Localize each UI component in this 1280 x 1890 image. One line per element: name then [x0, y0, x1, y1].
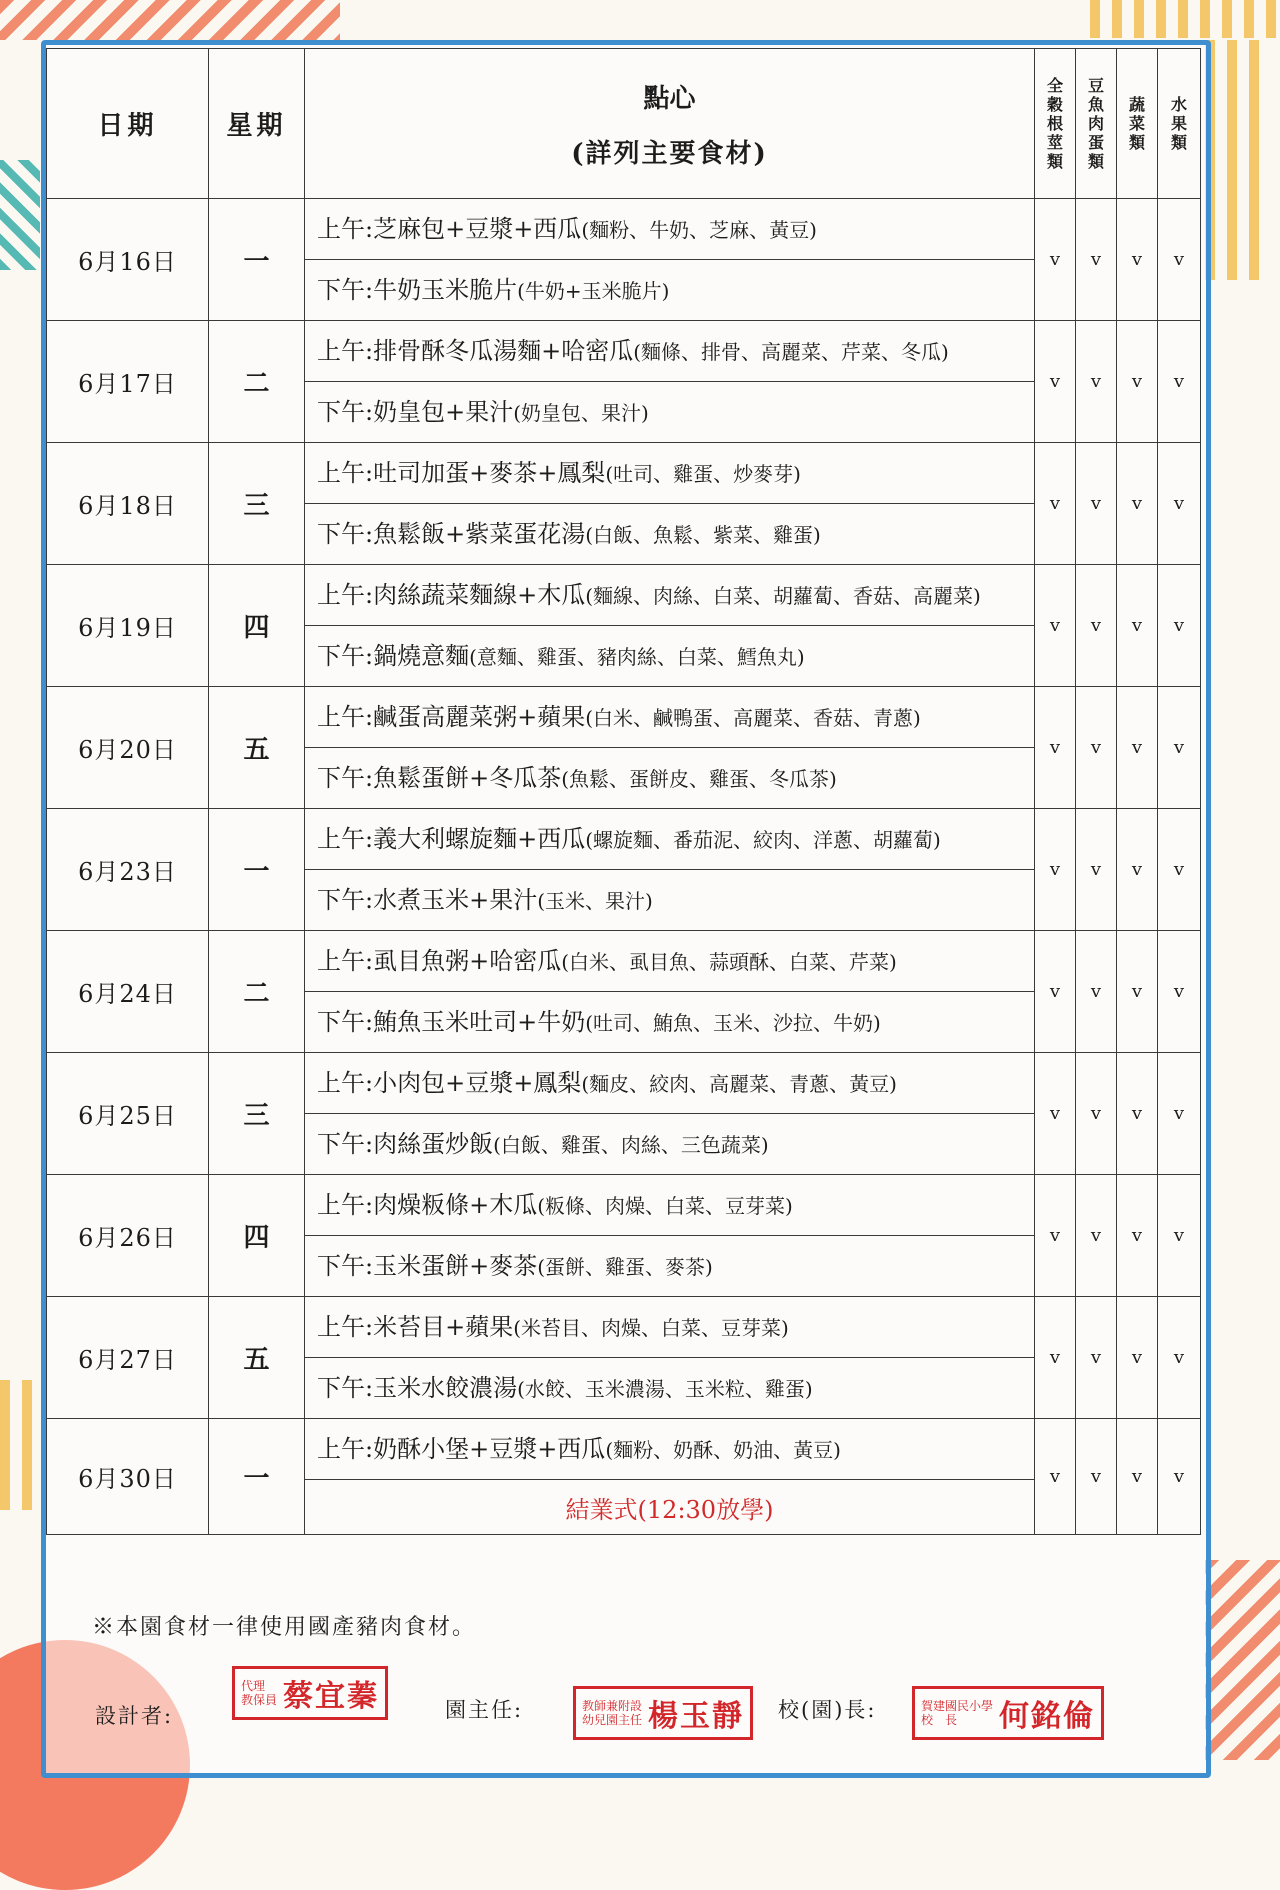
category-check: v [1158, 443, 1201, 565]
header-snack-title: 點心 [643, 83, 696, 114]
pm-snack-cell [305, 1236, 1035, 1297]
pm-snack-cell [305, 626, 1035, 687]
table-row [47, 931, 1201, 992]
category-check: v [1035, 809, 1076, 931]
category-check: v [1076, 1297, 1117, 1419]
am-snack-cell [305, 1175, 1035, 1236]
category-char: 類 [1087, 152, 1104, 171]
snack-time-label: 下午: [317, 1373, 374, 1402]
am-snack-cell [305, 443, 1035, 504]
category-check: v [1117, 443, 1158, 565]
snack-dish: 鍋燒意麵 [373, 641, 470, 670]
principal-stamp [912, 1686, 1104, 1740]
stamp-name: 楊玉靜 [648, 1699, 745, 1734]
weekday-cell: 一 [209, 199, 305, 321]
pork-note: ※本園食材一律使用國產豬肉食材。 [92, 1615, 477, 1640]
category-char: 果 [1170, 114, 1187, 133]
snack-ingredients: (白飯、魚鬆、紫菜、雞蛋) [585, 522, 821, 547]
snack-dish: 魚鬆飯+紫菜蛋花湯 [373, 519, 586, 548]
weekday-cell: 一 [209, 1419, 305, 1535]
snack-dish: 奶皇包+果汁 [373, 397, 514, 426]
category-char: 肉 [1087, 114, 1104, 133]
category-char: 水 [1170, 95, 1187, 114]
snack-dish: 牛奶玉米脆片 [373, 275, 518, 304]
snack-time-label: 下午: [317, 641, 374, 670]
snack-ingredients: (意麵、雞蛋、豬肉絲、白菜、鱈魚丸) [469, 644, 805, 669]
table-row [47, 1053, 1201, 1114]
snack-time-label: 下午: [317, 763, 374, 792]
snack-time-label: 下午: [317, 397, 374, 426]
category-check: v [1158, 809, 1201, 931]
snack-dish: 鮪魚玉米吐司+牛奶 [373, 1007, 586, 1036]
date-cell: 6月30日 [47, 1419, 209, 1535]
category-check: v [1076, 687, 1117, 809]
menu-body [47, 199, 1201, 1535]
category-check: v [1076, 443, 1117, 565]
pm-snack-cell [305, 748, 1035, 809]
pm-snack-cell [305, 1114, 1035, 1175]
category-check: v [1117, 321, 1158, 443]
category-char: 根 [1046, 114, 1063, 133]
snack-dish: 芝麻包+豆漿+西瓜 [373, 214, 582, 243]
pm-snack-cell [305, 260, 1035, 321]
pm-snack-cell [305, 870, 1035, 931]
category-check: v [1117, 199, 1158, 321]
decor-stripes-bottom-left [0, 1380, 40, 1510]
snack-ingredients: (米苔目、肉燥、白菜、豆芽菜) [513, 1315, 789, 1340]
date-cell: 6月26日 [47, 1175, 209, 1297]
weekday-cell: 三 [209, 1053, 305, 1175]
table-row [47, 1419, 1201, 1480]
category-check: v [1035, 321, 1076, 443]
category-check: v [1035, 565, 1076, 687]
am-snack-cell [305, 199, 1035, 260]
category-char: 穀 [1046, 95, 1063, 114]
category-check: v [1117, 1175, 1158, 1297]
snack-dish: 排骨酥冬瓜湯麵+哈密瓜 [373, 336, 634, 365]
snack-time-label: 下午: [317, 519, 374, 548]
snack-ingredients: (白飯、雞蛋、肉絲、三色蔬菜) [493, 1132, 769, 1157]
category-char: 蔬 [1128, 95, 1145, 114]
am-snack-cell [305, 931, 1035, 992]
snack-ingredients: (水餃、玉米濃湯、玉米粒、雞蛋) [517, 1376, 813, 1401]
pm-snack-cell [305, 504, 1035, 565]
category-check: v [1158, 321, 1201, 443]
snack-dish: 水煮玉米+果汁 [373, 885, 538, 914]
category-char: 莖 [1046, 133, 1063, 152]
snack-time-label: 下午: [317, 885, 374, 914]
category-check: v [1158, 1053, 1201, 1175]
category-char: 菜 [1128, 114, 1145, 133]
decor-stripes-bottom-right [1205, 1560, 1280, 1760]
category-check: v [1158, 565, 1201, 687]
date-cell: 6月27日 [47, 1297, 209, 1419]
category-check: v [1035, 1175, 1076, 1297]
snack-ingredients: (麵線、肉絲、白菜、胡蘿蔔、香菇、高麗菜) [585, 583, 981, 608]
category-check: v [1076, 199, 1117, 321]
snack-time-label: 上午: [317, 1190, 374, 1219]
snack-dish: 鹹蛋高麗菜粥+蘋果 [373, 702, 586, 731]
header-category [1158, 49, 1201, 199]
date-cell: 6月19日 [47, 565, 209, 687]
snack-ingredients: (牛奶+玉米脆片) [517, 278, 670, 303]
date-cell: 6月23日 [47, 809, 209, 931]
snack-dish: 奶酥小堡+豆漿+西瓜 [373, 1434, 606, 1463]
weekday-cell: 五 [209, 1297, 305, 1419]
snack-dish: 虱目魚粥+哈密瓜 [373, 946, 562, 975]
closing-ceremony-note: 結業式(12:30放學) [305, 1480, 1035, 1535]
snack-ingredients: (白米、虱目魚、蒜頭酥、白菜、芹菜) [561, 949, 897, 974]
snack-dish: 肉絲蛋炒飯 [373, 1129, 494, 1158]
snack-dish: 米苔目+蘋果 [373, 1312, 514, 1341]
category-check: v [1117, 1053, 1158, 1175]
decor-stripes-top-left [0, 0, 340, 40]
snack-dish: 肉燥粄條+木瓜 [373, 1190, 538, 1219]
designer-label: 設計者: [95, 1704, 174, 1728]
snack-dish: 義大利螺旋麵+西瓜 [373, 824, 586, 853]
category-check: v [1158, 1175, 1201, 1297]
snack-dish: 小肉包+豆漿+鳳梨 [373, 1068, 582, 1097]
category-check: v [1076, 321, 1117, 443]
category-char: 類 [1128, 133, 1145, 152]
am-snack-cell [305, 809, 1035, 870]
category-char: 全 [1046, 76, 1063, 95]
weekday-cell: 四 [209, 565, 305, 687]
snack-time-label: 上午: [317, 214, 374, 243]
snack-time-label: 上午: [317, 1434, 374, 1463]
date-cell: 6月18日 [47, 443, 209, 565]
category-check: v [1158, 199, 1201, 321]
category-check: v [1035, 1297, 1076, 1419]
date-cell: 6月24日 [47, 931, 209, 1053]
table-row [47, 199, 1201, 260]
header-category [1076, 49, 1117, 199]
category-check: v [1035, 1419, 1076, 1535]
am-snack-cell [305, 565, 1035, 626]
snack-ingredients: (螺旋麵、番茄泥、絞肉、洋蔥、胡蘿蔔) [585, 827, 941, 852]
am-snack-cell [305, 321, 1035, 382]
category-check: v [1035, 687, 1076, 809]
date-cell: 6月17日 [47, 321, 209, 443]
category-check: v [1035, 931, 1076, 1053]
snack-time-label: 上午: [317, 946, 374, 975]
category-check: v [1117, 565, 1158, 687]
decor-stripes-left [0, 160, 40, 270]
table-row [47, 321, 1201, 382]
am-snack-cell [305, 687, 1035, 748]
stamp-title: 幼兒園主任 [582, 1713, 643, 1727]
category-check: v [1117, 809, 1158, 931]
director-label: 園主任: [445, 1698, 524, 1722]
category-check: v [1117, 687, 1158, 809]
snack-time-label: 下午: [317, 1251, 374, 1280]
category-check: v [1158, 931, 1201, 1053]
snack-dish: 吐司加蛋+麥茶+鳳梨 [373, 458, 606, 487]
snack-ingredients: (魚鬆、蛋餅皮、雞蛋、冬瓜茶) [561, 766, 837, 791]
stamp-name: 何銘倫 [999, 1699, 1096, 1734]
snack-time-label: 下午: [317, 275, 374, 304]
category-check: v [1076, 931, 1117, 1053]
category-check: v [1076, 565, 1117, 687]
snack-time-label: 上午: [317, 702, 374, 731]
snack-ingredients: (麵皮、絞肉、高麗菜、青蔥、黃豆) [581, 1071, 897, 1096]
snack-time-label: 上午: [317, 1312, 374, 1341]
table-row [47, 565, 1201, 626]
snack-time-label: 上午: [317, 458, 374, 487]
director-stamp [573, 1686, 753, 1740]
snack-dish: 玉米蛋餅+麥茶 [373, 1251, 538, 1280]
snack-ingredients: (麵條、排骨、高麗菜、芹菜、冬瓜) [633, 339, 949, 364]
snack-ingredients: (麵粉、奶酥、奶油、黃豆) [605, 1437, 841, 1462]
category-char: 類 [1170, 133, 1187, 152]
category-char: 豆 [1087, 76, 1104, 95]
am-snack-cell [305, 1053, 1035, 1114]
category-check: v [1117, 1297, 1158, 1419]
decor-stripes-right [1205, 40, 1265, 280]
category-check: v [1035, 199, 1076, 321]
table-row [47, 687, 1201, 748]
category-check: v [1035, 1053, 1076, 1175]
table-row [47, 1175, 1201, 1236]
header-category [1035, 49, 1076, 199]
date-cell: 6月16日 [47, 199, 209, 321]
stamp-title: 教保員 [241, 1693, 278, 1707]
snack-dish: 玉米水餃濃湯 [373, 1373, 518, 1402]
snack-dish: 魚鬆蛋餅+冬瓜茶 [373, 763, 562, 792]
header-category [1117, 49, 1158, 199]
snack-time-label: 上午: [317, 1068, 374, 1097]
header-snack-subtitle: (詳列主要食材) [571, 138, 768, 169]
snack-ingredients: (蛋餅、雞蛋、麥茶) [537, 1254, 713, 1279]
stamp-title: 代理 [241, 1679, 266, 1693]
date-cell: 6月25日 [47, 1053, 209, 1175]
category-check: v [1117, 931, 1158, 1053]
header-date: 日期 [47, 49, 209, 199]
snack-time-label: 上午: [317, 336, 374, 365]
pm-snack-cell [305, 1358, 1035, 1419]
decor-stripes-top-right [1090, 0, 1280, 38]
snack-time-label: 下午: [317, 1007, 374, 1036]
category-check: v [1158, 687, 1201, 809]
category-check: v [1158, 1419, 1201, 1535]
snack-ingredients: (吐司、鮪魚、玉米、沙拉、牛奶) [585, 1010, 881, 1035]
category-check: v [1035, 443, 1076, 565]
category-char: 魚 [1087, 95, 1104, 114]
stamp-title: 教師兼附設 [582, 1699, 643, 1713]
am-snack-cell [305, 1419, 1035, 1480]
snack-ingredients: (吐司、雞蛋、炒麥芽) [605, 461, 801, 486]
snack-time-label: 下午: [317, 1129, 374, 1158]
snack-ingredients: (粄條、肉燥、白菜、豆芽菜) [537, 1193, 793, 1218]
snack-dish: 肉絲蔬菜麵線+木瓜 [373, 580, 586, 609]
category-char: 蛋 [1087, 133, 1104, 152]
stamp-title: 校 長 [921, 1713, 958, 1727]
snack-ingredients: (玉米、果汁) [537, 888, 653, 913]
header-weekday: 星期 [209, 49, 305, 199]
snack-ingredients: (麵粉、牛奶、芝麻、黃豆) [581, 217, 817, 242]
snack-menu-table [46, 48, 1201, 1535]
category-check: v [1076, 1419, 1117, 1535]
weekday-cell: 二 [209, 321, 305, 443]
weekday-cell: 五 [209, 687, 305, 809]
date-cell: 6月20日 [47, 687, 209, 809]
table-row [47, 809, 1201, 870]
category-check: v [1076, 809, 1117, 931]
snack-ingredients: (奶皇包、果汁) [513, 400, 649, 425]
category-check: v [1158, 1297, 1201, 1419]
pm-snack-cell [305, 382, 1035, 443]
snack-ingredients: (白米、鹹鴨蛋、高麗菜、香菇、青蔥) [585, 705, 921, 730]
category-check: v [1076, 1053, 1117, 1175]
stamp-title: 賀建國民小學 [921, 1699, 994, 1713]
table-row [47, 1297, 1201, 1358]
category-check: v [1117, 1419, 1158, 1535]
weekday-cell: 四 [209, 1175, 305, 1297]
pm-snack-cell [305, 992, 1035, 1053]
table-row [47, 443, 1201, 504]
snack-time-label: 上午: [317, 580, 374, 609]
weekday-cell: 三 [209, 443, 305, 565]
am-snack-cell [305, 1297, 1035, 1358]
category-check: v [1076, 1175, 1117, 1297]
snack-time-label: 上午: [317, 824, 374, 853]
weekday-cell: 二 [209, 931, 305, 1053]
category-char: 類 [1046, 152, 1063, 171]
designer-stamp [232, 1666, 388, 1720]
header-snack [305, 49, 1035, 199]
stamp-name: 蔡宜蓁 [283, 1679, 380, 1714]
weekday-cell: 一 [209, 809, 305, 931]
principal-label: 校(園)長: [778, 1698, 877, 1722]
